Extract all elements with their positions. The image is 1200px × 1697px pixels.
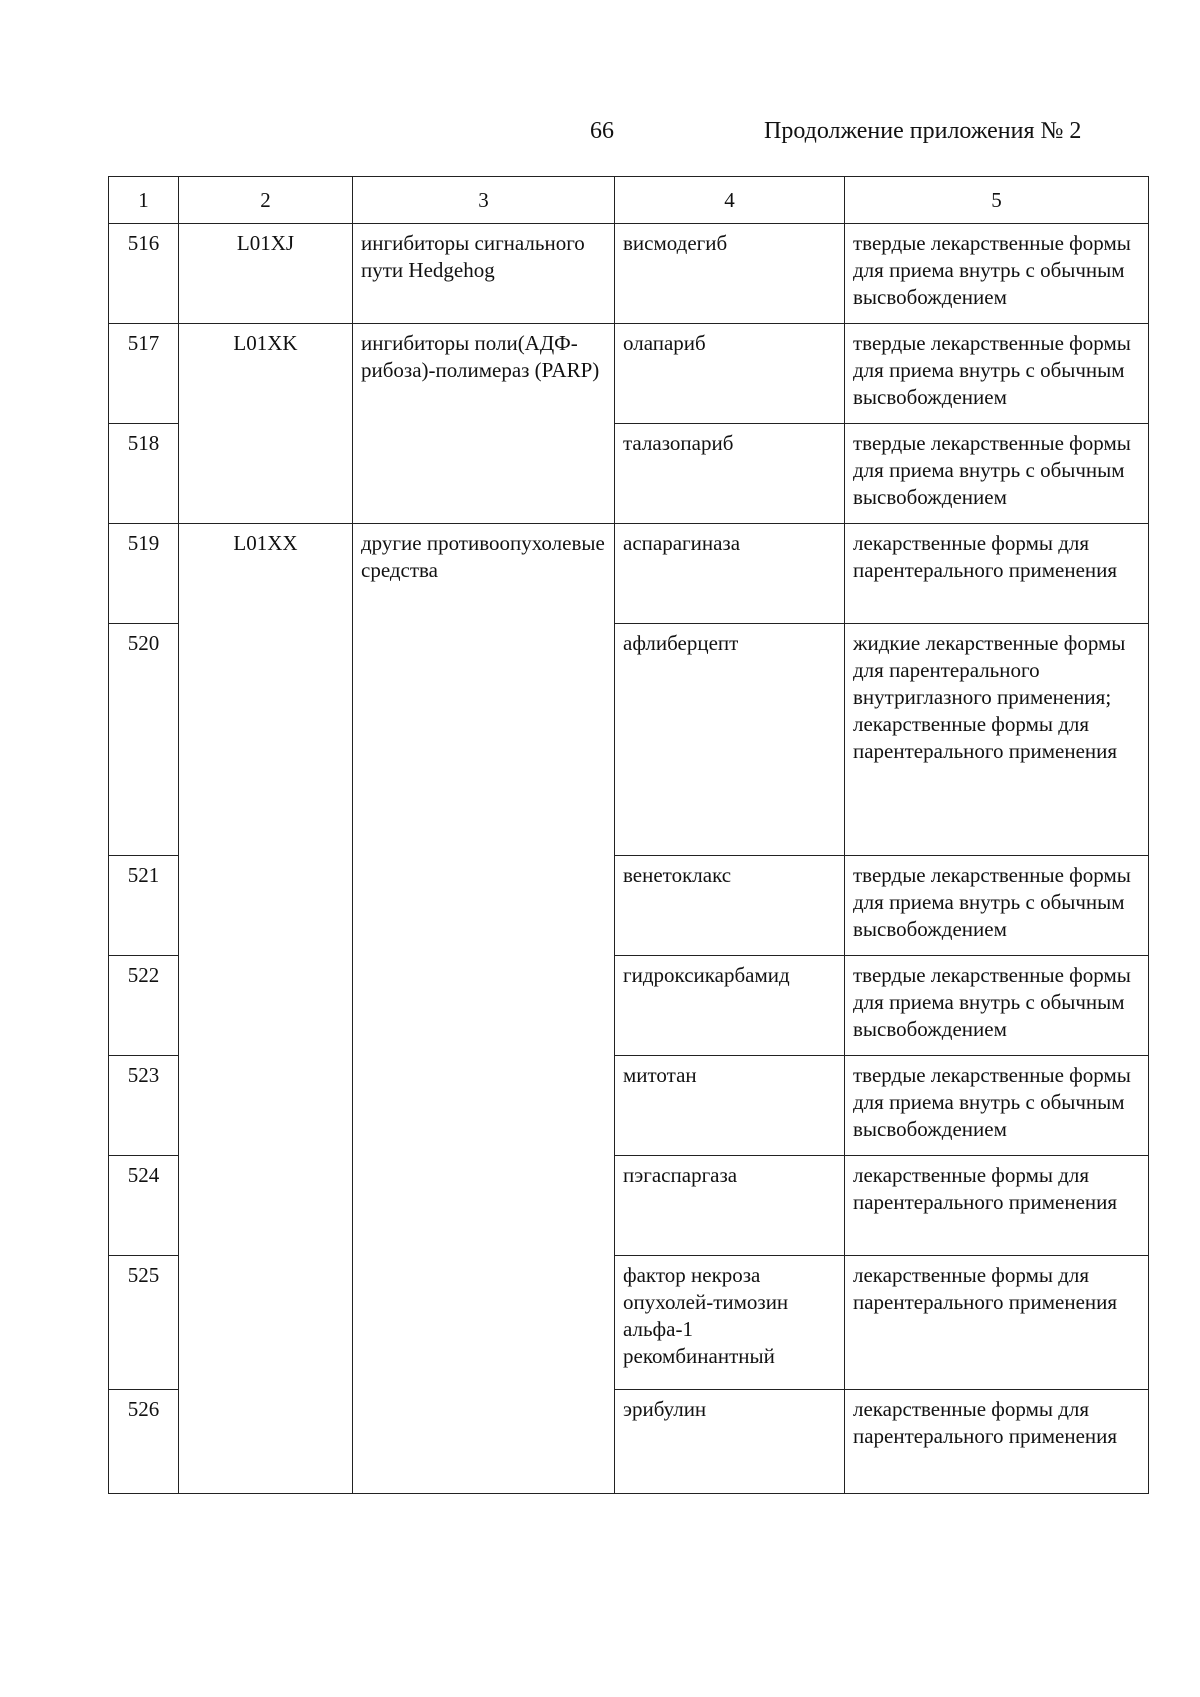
drug-name: эрибулин bbox=[615, 1390, 845, 1494]
group-name: другие противоопухолевые средства bbox=[353, 524, 615, 1494]
drug-name: аспарагиназа bbox=[615, 524, 845, 624]
row-number: 517 bbox=[109, 324, 179, 424]
row-number: 516 bbox=[109, 224, 179, 324]
column-number: 3 bbox=[353, 177, 615, 224]
column-number: 4 bbox=[615, 177, 845, 224]
atc-code: L01XX bbox=[179, 524, 353, 1494]
group-name: ингибиторы поли(АДФ-рибоза)-полимераз (PARP) bbox=[353, 324, 615, 524]
table-row bbox=[109, 324, 1149, 424]
row-number: 521 bbox=[109, 856, 179, 956]
table-row bbox=[109, 524, 1149, 624]
dosage-form: лекарственные формы для парентерального применения bbox=[845, 524, 1149, 624]
row-number: 523 bbox=[109, 1056, 179, 1156]
dosage-form: лекарственные формы для парентерального применения bbox=[845, 1156, 1149, 1256]
atc-code: L01XJ bbox=[179, 224, 353, 324]
drug-name: олапариб bbox=[615, 324, 845, 424]
dosage-form: твердые лекарственные формы для приема внутрь с обычным высвобождением bbox=[845, 856, 1149, 956]
page-number: 66 bbox=[590, 118, 614, 144]
row-number: 522 bbox=[109, 956, 179, 1056]
table-row bbox=[109, 224, 1149, 324]
row-number: 518 bbox=[109, 424, 179, 524]
dosage-form: твердые лекарственные формы для приема внутрь с обычным высвобождением bbox=[845, 424, 1149, 524]
column-number: 5 bbox=[845, 177, 1149, 224]
column-number-row bbox=[109, 177, 1149, 224]
page-caption: Продолжение приложения № 2 bbox=[764, 118, 1082, 144]
dosage-form: твердые лекарственные формы для приема внутрь с обычным высвобождением bbox=[845, 324, 1149, 424]
column-number: 2 bbox=[179, 177, 353, 224]
drug-name: фактор некроза опухолей-тимозин альфа-1 рекомбинантный bbox=[615, 1256, 845, 1390]
column-number: 1 bbox=[109, 177, 179, 224]
row-number: 524 bbox=[109, 1156, 179, 1256]
drug-name: пэгаспаргаза bbox=[615, 1156, 845, 1256]
dosage-form: жидкие лекарственные формы для парентерального внутриглазного применения; лекарственные формы для парентерального применения bbox=[845, 624, 1149, 856]
dosage-form: лекарственные формы для парентерального применения bbox=[845, 1256, 1149, 1390]
drug-name: талазопариб bbox=[615, 424, 845, 524]
drug-name: афлиберцепт bbox=[615, 624, 845, 856]
drug-name: гидроксикарбамид bbox=[615, 956, 845, 1056]
drug-name: венетоклакс bbox=[615, 856, 845, 956]
atc-code: L01XK bbox=[179, 324, 353, 524]
row-number: 525 bbox=[109, 1256, 179, 1390]
group-name: ингибиторы сигнального пути Hedgehog bbox=[353, 224, 615, 324]
dosage-form: твердые лекарственные формы для приема внутрь с обычным высвобождением bbox=[845, 1056, 1149, 1156]
row-number: 526 bbox=[109, 1390, 179, 1494]
dosage-form: лекарственные формы для парентерального применения bbox=[845, 1390, 1149, 1494]
drug-name: митотан bbox=[615, 1056, 845, 1156]
dosage-form: твердые лекарственные формы для приема внутрь с обычным высвобождением bbox=[845, 956, 1149, 1056]
row-number: 519 bbox=[109, 524, 179, 624]
dosage-form: твердые лекарственные формы для приема внутрь с обычным высвобождением bbox=[845, 224, 1149, 324]
drug-name: висмодегиб bbox=[615, 224, 845, 324]
row-number: 520 bbox=[109, 624, 179, 856]
drug-table bbox=[108, 176, 1149, 1494]
